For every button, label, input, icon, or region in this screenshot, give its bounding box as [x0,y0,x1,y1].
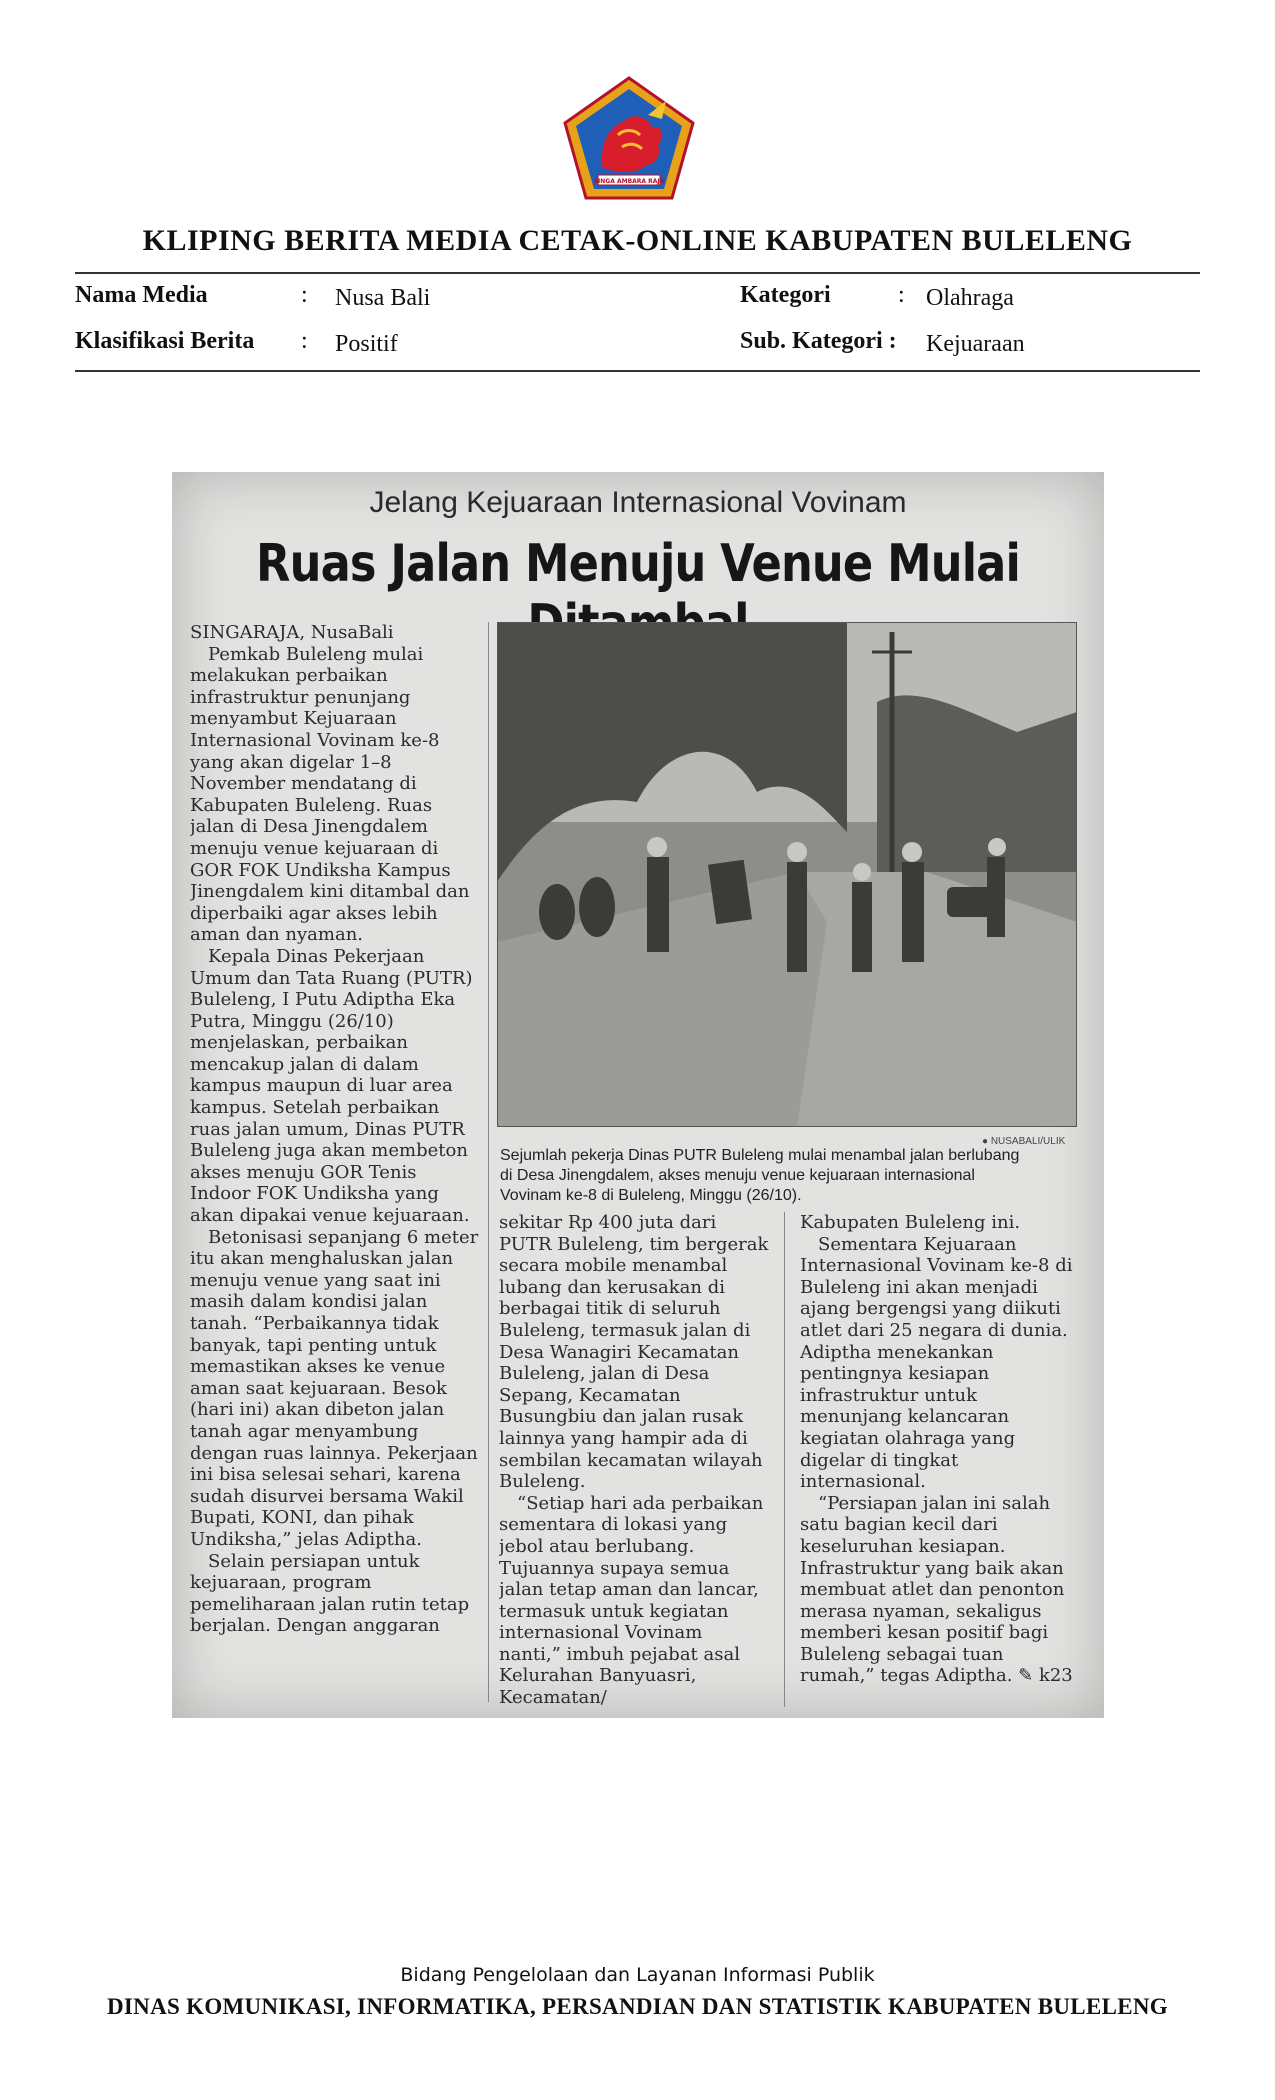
article-paragraph: Kabupaten Buleleng ini. [800,1212,1021,1233]
meta-value: Nusa Bali [335,285,431,311]
caption-line: Vovinam ke-8 di Buleleng, Minggu (26/10). [500,1187,802,1204]
caption-line: Sejumlah pekerja Dinas PUTR Buleleng mulai menambal jalan berlubang [500,1147,1020,1164]
buleleng-emblem-logo [562,75,696,201]
article-column-1 [190,622,480,1707]
meta-label: Nama Media [75,282,208,308]
meta-value: Kejuaraan [926,331,1025,357]
footer-agency: DINAS KOMUNIKASI, INFORMATIKA, PERSANDIAN DAN STATISTIK KABUPATEN BULELENG [107,1994,1168,2019]
newspaper-clipping [172,472,1104,1718]
meta-value: Olahraga [926,285,1014,311]
article-headline: Ruas Jalan Menuju Venue Mulai [256,534,1020,594]
article-paragraph: Betonisasi sepanjang 6 meter itu akan menghaluskan jalan menuju venue yang saat ini masih dalam kondisi jalan tanah. “Perbaikannya tidak banyak, tapi penting untuk memastikan akses ke venue aman saat kejuaraan. Besok (hari ini) akan dibeton jalan tanah agar menyambung dengan ruas lainnya. Pekerjaan ini bisa selesai sehari, karena sudah disurvei bersama Wakil Bupati, KONI, dan pihak Undiksha,” jelas Adiptha. [190,1226,479,1550]
meta-label: Klasifikasi Berita [75,328,255,354]
article-photo [497,622,1077,1127]
article-column-2 [499,1212,769,1712]
header-top-rule [75,272,1200,274]
article-paragraph: Selain persiapan untuk kejuaraan, program pemeliharaan jalan rutin tetap berjalan. Dengan anggaran [190,1550,470,1637]
column-divider [784,1212,785,1707]
meta-label: Sub. Kategori : [740,328,897,354]
article-column-3 [800,1212,1080,1712]
dateline: SINGARAJA, NusaBali [190,622,394,643]
caption-line: di Desa Jinengdalem, akses menuju venue kejuaraan internasional [500,1167,975,1184]
footer-department: Bidang Pengelolaan dan Layanan Informasi Publik [400,1964,875,1986]
meta-colon: : [301,282,308,308]
meta-colon: : [301,328,308,354]
article-paragraph: “Persiapan jalan ini salah satu bagian kecil dari keseluruhan kesiapan. Infrastruktur yang baik akan membuat atlet dan penonton merasa nyaman, sekaligus memberi kesan positif bagi Buleleng sebagai tuan rumah,” tegas Adiptha. ✎ k23 [800,1492,1073,1687]
meta-colon: : [898,282,905,308]
article-paragraph: Kepala Dinas Pekerjaan Umum dan Tata Ruang (PUTR) Buleleng, I Putu Adiptha Eka Putra, Minggu (26/10) menjelaskan, perbaikan mencakup jalan di dalam kampus maupun di luar area kampus. Setelah perbaikan ruas jalan umum, Dinas PUTR Buleleng juga akan membeton akses menuju GOR Tenis Indoor FOK Undiksha yang akan dipakai venue kejuaraan. [190,945,473,1227]
meta-label: Kategori [740,282,831,308]
column-divider [488,622,489,1702]
article-paragraph: sekitar Rp 400 juta dari PUTR Buleleng, tim bergerak secara mobile menambal lubang dan kerusakan di berbagai titik di seluruh Buleleng, termasuk jalan di Desa Wanagiri Kecamatan Buleleng, jalan di Desa Sepang, Kecamatan Busungbiu dan jalan rusak lainnya yang hampir ada di sembilan kecamatan wilayah Buleleng. [499,1212,769,1493]
article-kicker: Jelang Kejuaraan Internasional Vovinam [369,486,907,519]
meta-value: Positif [335,331,398,357]
article-paragraph: Sementara Kejuaraan Internasional Vovinam ke-8 di Buleleng ini akan menjadi ajang bergengsi yang diikuti atlet dari 25 negara di dunia. Adiptha menekankan pentingnya kesiapan infrastruktur untuk menunjang kelancaran kegiatan olahraga yang digelar di tingkat internasional. [800,1233,1073,1493]
photo-credit: ● NUSABALI/ULIK [982,1136,1066,1147]
svg-text:SINGA AMBARA RAJA: SINGA AMBARA RAJA [593,178,665,185]
article-paragraph: “Setiap hari ada perbaikan sementara di lokasi yang jebol atau berlubang. Tujuannya supaya semua jalan tetap aman dan lancar, termasuk untuk kegiatan internasional Vovinam nanti,” imbuh pejabat asal Kelurahan Banyuasri, Kecamatan/ [499,1492,764,1709]
photo-caption [500,1146,1085,1206]
article-paragraph: Pemkab Buleleng mulai melakukan perbaikan infrastruktur penunjang menyambut Kejuaraan Internasional Vovinam ke-8 yang akan digelar 1–8 November mendatang di Kabupaten Buleleng. Ruas jalan di Desa Jinengdalem menuju venue kejuaraan di GOR FOK Undiksha Kampus Jinengdalem kini ditambal dan diperbaiki agar akses lebih aman dan nyaman. [190,643,470,946]
document-title: KLIPING BERITA MEDIA CETAK-ONLINE KABUPATEN BULELENG [142,224,1133,257]
header-bottom-rule [75,370,1200,372]
